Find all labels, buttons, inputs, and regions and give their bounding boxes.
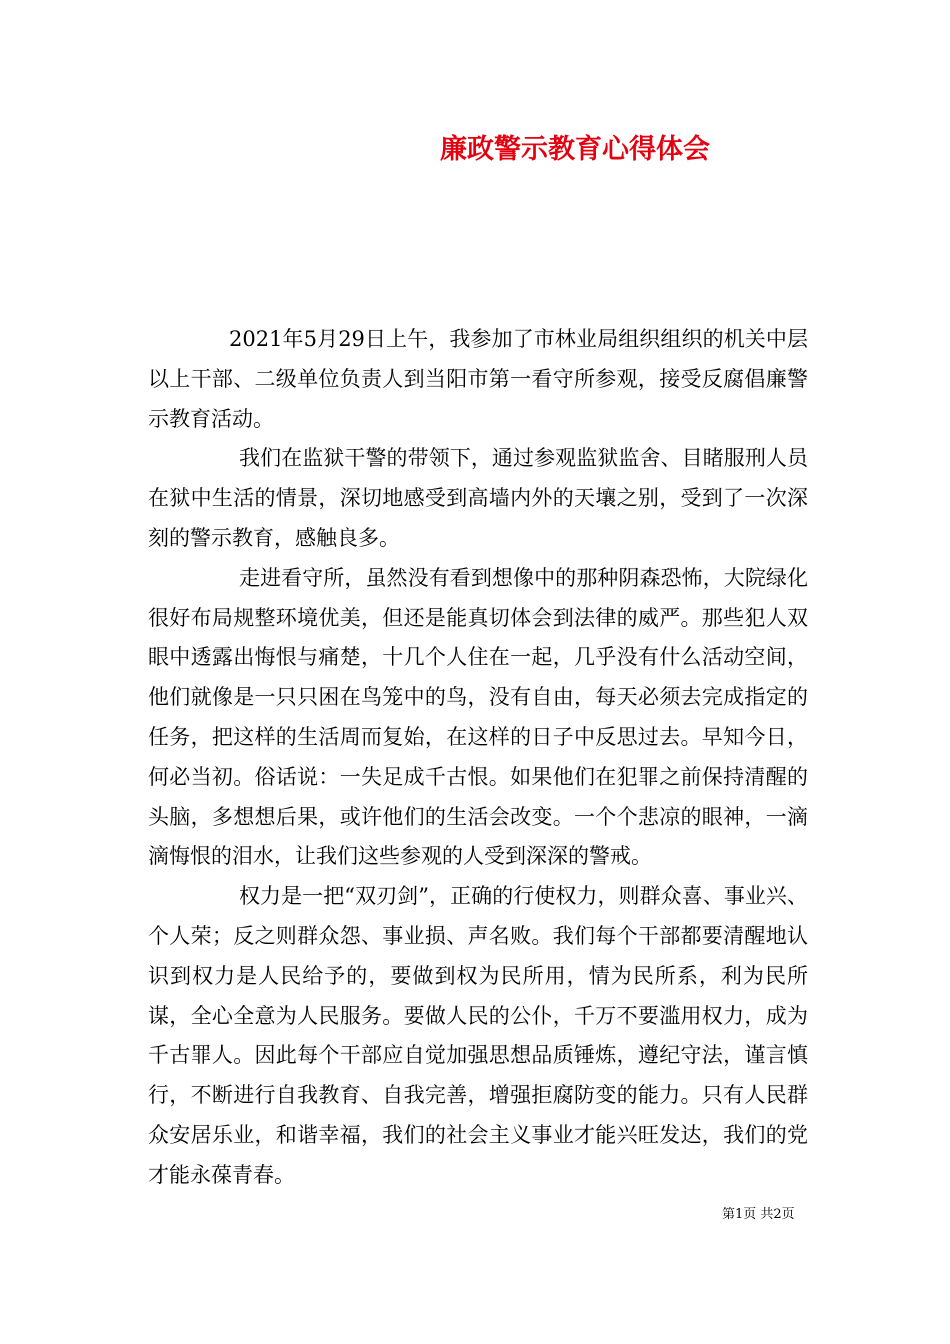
document-title: 廉政警示教育心得体会 [440,134,710,165]
paragraph-2: 我们在监狱干警的带领下，通过参观监狱监舍、目睹服刑人员在狱中生活的情景，深切地感受到高墙内外的天壤之别，受到了一次深刻的警示教育，感触良多。 [148,446,808,550]
document-body [148,320,808,1196]
paragraph-1: 2021年5月29日上午，我参加了市林业局组织组织的机关中层以上干部、二级单位负责人到当阳市第一看守所参观，接受反腐倡廉警示教育活动。 [148,327,808,431]
page-number-footer: 第1页 共2页 [722,1207,795,1222]
paragraph-4: 权力是一把“双刃剑”，正确的行使权力，则群众喜、事业兴、个人荣；反之则群众怨、事业损、声名败。我们每个干部都要清醒地认识到权力是人民给予的，要做到权为民所用，情为民所系，利为民所谋，全心全意为人民服务。要做人民的公仆，千万不要滥用权力，成为千古罪人。因此每个干部应自觉加强思想品质锤炼，遵纪守法，谨言慎行，不断进行自我教育、自我完善，增强拒腐防变的能力。只有人民群众安居乐业，和谐幸福，我们的社会主义事业才能兴旺发达，我们的党才能永葆青春。 [148,884,808,1187]
paragraph-3: 走进看守所，虽然没有看到想像中的那种阴森恐怖，大院绿化很好布局规整环境优美，但还是能真切体会到法律的威严。那些犯人双眼中透露出悔恨与痛楚，十几个人住在一起，几乎没有什么活动空间，他们就像是一只只困在鸟笼中的鸟，没有自由，每天必须去完成指定的任务，把这样的生活周而复始，在这样的日子中反思过去。早知今日，何必当初。俗话说：一失足成千古恨。如果他们在犯罪之前保持清醒的头脑，多想想后果，或许他们的生活会改变。一个个悲凉的眼神，一滴滴悔恨的泪水，让我们这些参观的人受到深深的警戒。 [148,565,808,869]
